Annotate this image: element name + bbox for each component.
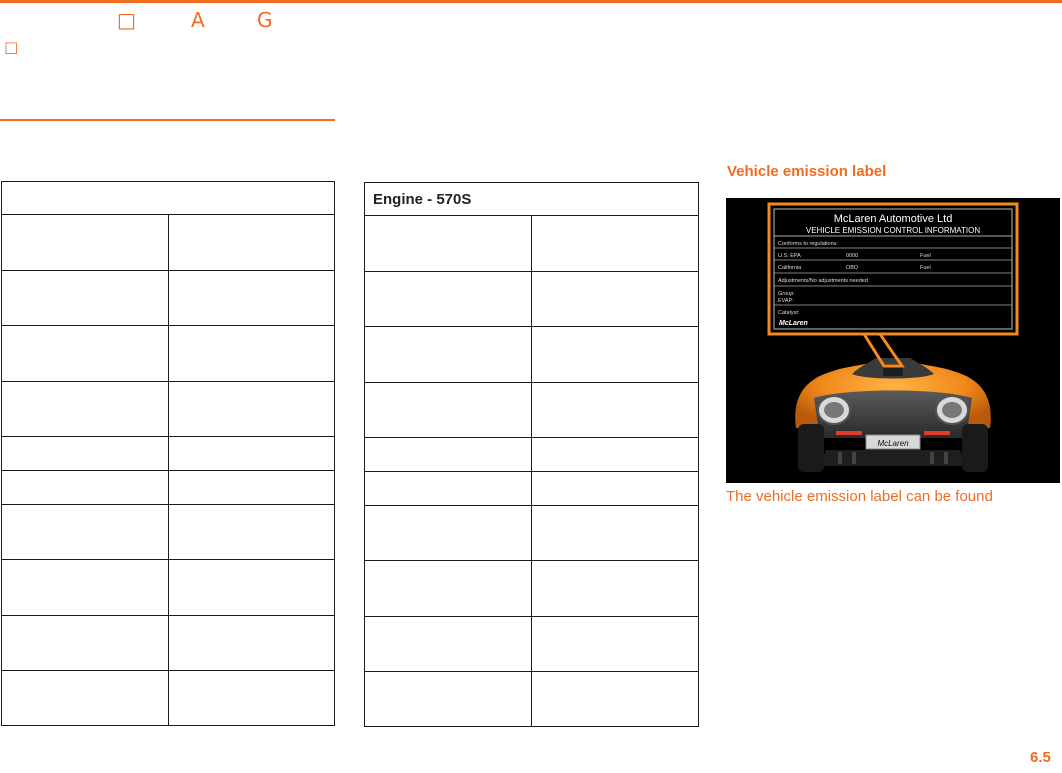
label-conforms: Conforms to regulations: <box>778 241 838 247</box>
table-cell <box>2 437 169 471</box>
table-cell <box>168 215 335 271</box>
car-plate-text: McLaren <box>877 439 909 448</box>
section-rule <box>0 119 335 121</box>
spec-table-left <box>1 181 335 726</box>
label-row2-col2: OBD <box>846 265 858 271</box>
heading-glyph-3: G <box>257 8 273 32</box>
page-number: 6.5 <box>1030 749 1051 766</box>
heading-glyph-2: A <box>191 8 205 32</box>
table-cell <box>168 471 335 505</box>
table-cell <box>2 671 169 726</box>
table-cell <box>365 438 532 472</box>
table-cell <box>168 271 335 326</box>
table-cell <box>365 327 532 383</box>
table-cell <box>532 272 699 327</box>
table-cell <box>365 561 532 617</box>
table-cell <box>365 506 532 561</box>
table-cell <box>168 560 335 616</box>
table-cell <box>365 272 532 327</box>
table-cell <box>2 471 169 505</box>
label-group: Group: <box>778 291 795 297</box>
spec-table-engine-570s <box>364 182 699 727</box>
table-cell <box>2 326 169 382</box>
label-row1-col1: U.S. EPA <box>778 253 801 259</box>
label-row2-col1: California <box>778 265 802 271</box>
table-cell <box>2 215 169 271</box>
table-cell <box>365 472 532 506</box>
table-cell <box>168 616 335 671</box>
table-cell <box>365 216 532 272</box>
table-cell <box>532 383 699 438</box>
table-cell <box>2 616 169 671</box>
table-cell <box>532 617 699 672</box>
table-cell <box>2 271 169 326</box>
label-row2-col3: Fuel <box>920 265 931 271</box>
car-wheel-right <box>962 424 988 472</box>
car-rear-illustration <box>726 198 1060 483</box>
label-row1-col3: Fuel <box>920 253 931 259</box>
table-cell <box>532 672 699 727</box>
table-cell <box>168 671 335 726</box>
heading-glyph-1: □ <box>117 8 136 32</box>
table-cell <box>168 437 335 471</box>
emission-label-figure <box>726 198 1060 483</box>
table-cell <box>532 506 699 561</box>
table-cell <box>168 382 335 437</box>
table-cell <box>532 327 699 383</box>
label-adjust: Adjustments/No adjustments needed <box>778 278 868 284</box>
subheading-glyph: □ <box>4 38 19 56</box>
table-header: Engine - 570S <box>365 183 699 216</box>
label-heading: VEHICLE EMISSION CONTROL INFORMATION <box>805 226 981 235</box>
table-cell <box>168 326 335 382</box>
table-cell <box>2 560 169 616</box>
table-cell <box>2 382 169 437</box>
chapter-heading <box>117 8 287 32</box>
table-cell <box>365 383 532 438</box>
label-row1-col2: 0000 <box>846 253 859 259</box>
car-taillight-right <box>924 431 950 435</box>
table-cell <box>532 216 699 272</box>
car-wheel-left <box>798 424 824 472</box>
label-evap: EVAP: <box>778 298 794 304</box>
label-brand-logo: McLaren <box>779 320 808 327</box>
label-company: McLaren Automotive Ltd <box>833 213 953 225</box>
table-header <box>2 182 335 215</box>
table-cell <box>532 472 699 506</box>
table-cell <box>365 672 532 727</box>
top-accent-rule <box>0 0 1062 3</box>
table-cell <box>365 617 532 672</box>
car-taillight-left <box>836 431 862 435</box>
emission-label-caption: The vehicle emission label can be found <box>726 488 993 505</box>
label-catalyst: Catalyst: <box>778 310 800 316</box>
table-cell <box>532 561 699 617</box>
table-cell <box>2 505 169 560</box>
emission-label-title: Vehicle emission label <box>727 163 887 180</box>
table-cell <box>532 438 699 472</box>
table-cell <box>168 505 335 560</box>
